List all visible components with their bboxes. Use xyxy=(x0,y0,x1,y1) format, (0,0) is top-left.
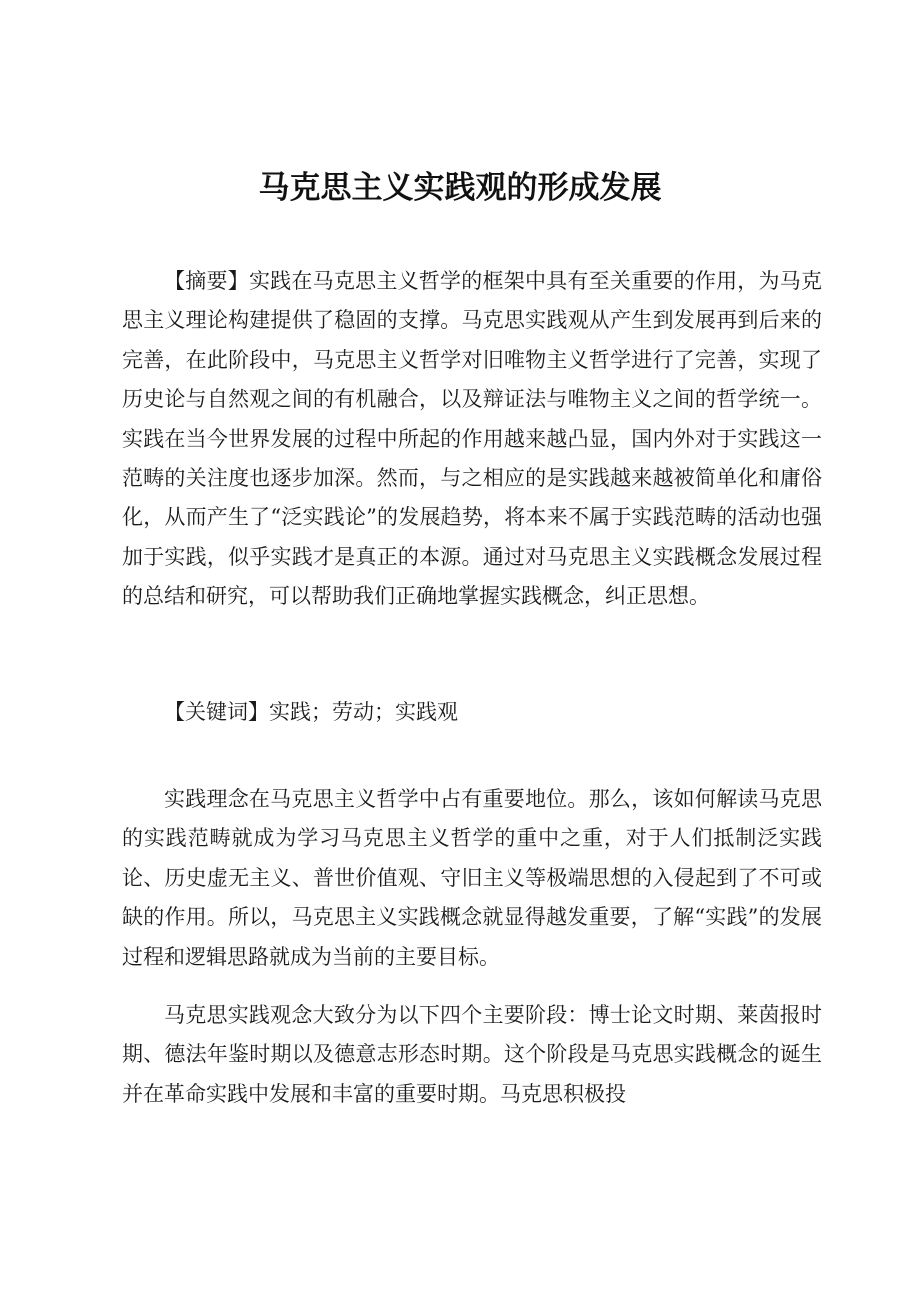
abstract-paragraph xyxy=(122,262,822,617)
keywords-paragraph xyxy=(122,693,822,732)
abstract-label: 【摘要】 xyxy=(164,269,249,293)
body-paragraph-1: 实践理念在马克思主义哲学中占有重要地位。那么，该如何解读马克思的实践范畴就成为学习马克思主义哲学的重中之重，对于人们抵制泛实践论、历史虚无主义、普世价值观、守旧主义等极端思想的入侵起到了不可或缺的作用。所以，马克思主义实践概念就显得越发重要，了解“实践”的发展过程和逻辑思路就成为当前的主要目标。 xyxy=(122,787,822,969)
keywords-label: 【关键词】 xyxy=(164,700,269,724)
document-title: 马克思主义实践观的形成发展 xyxy=(258,170,662,206)
keywords-text: 实践；劳动；实践观 xyxy=(269,700,458,724)
body-paragraph-2: 马克思实践观念大致分为以下四个主要阶段：博士论文时期、莱茵报时期、德法年鉴时期以及德意志形态时期。这个阶段是马克思实践概念的诞生并在革命实践中发展和丰富的重要时期。马克思积极投 xyxy=(122,1003,822,1106)
abstract-text: 实践在马克思主义哲学的框架中具有至关重要的作用，为马克思主义理论构建提供了稳固的支撑。马克思实践观从产生到发展再到后来的完善，在此阶段中，马克思主义哲学对旧唯物主义哲学进行了完善，实现了历史论与自然观之间的有机融合，以及辩证法与唯物主义之间的哲学统一。实践在当今世界发展的过程中所起的作用越来越凸显，国内外对于实践这一范畴的关注度也逐步加深。然而，与之相应的是实践越来越被简单化和庸俗化，从而产生了“泛实践论”的发展趋势，将本来不属于实践范畴的活动也强加于实践，似乎实践才是真正的本源。通过对马克思主义实践概念发展过程的总结和研究，可以帮助我们正确地掌握实践概念，纠正思想。 xyxy=(122,269,823,609)
